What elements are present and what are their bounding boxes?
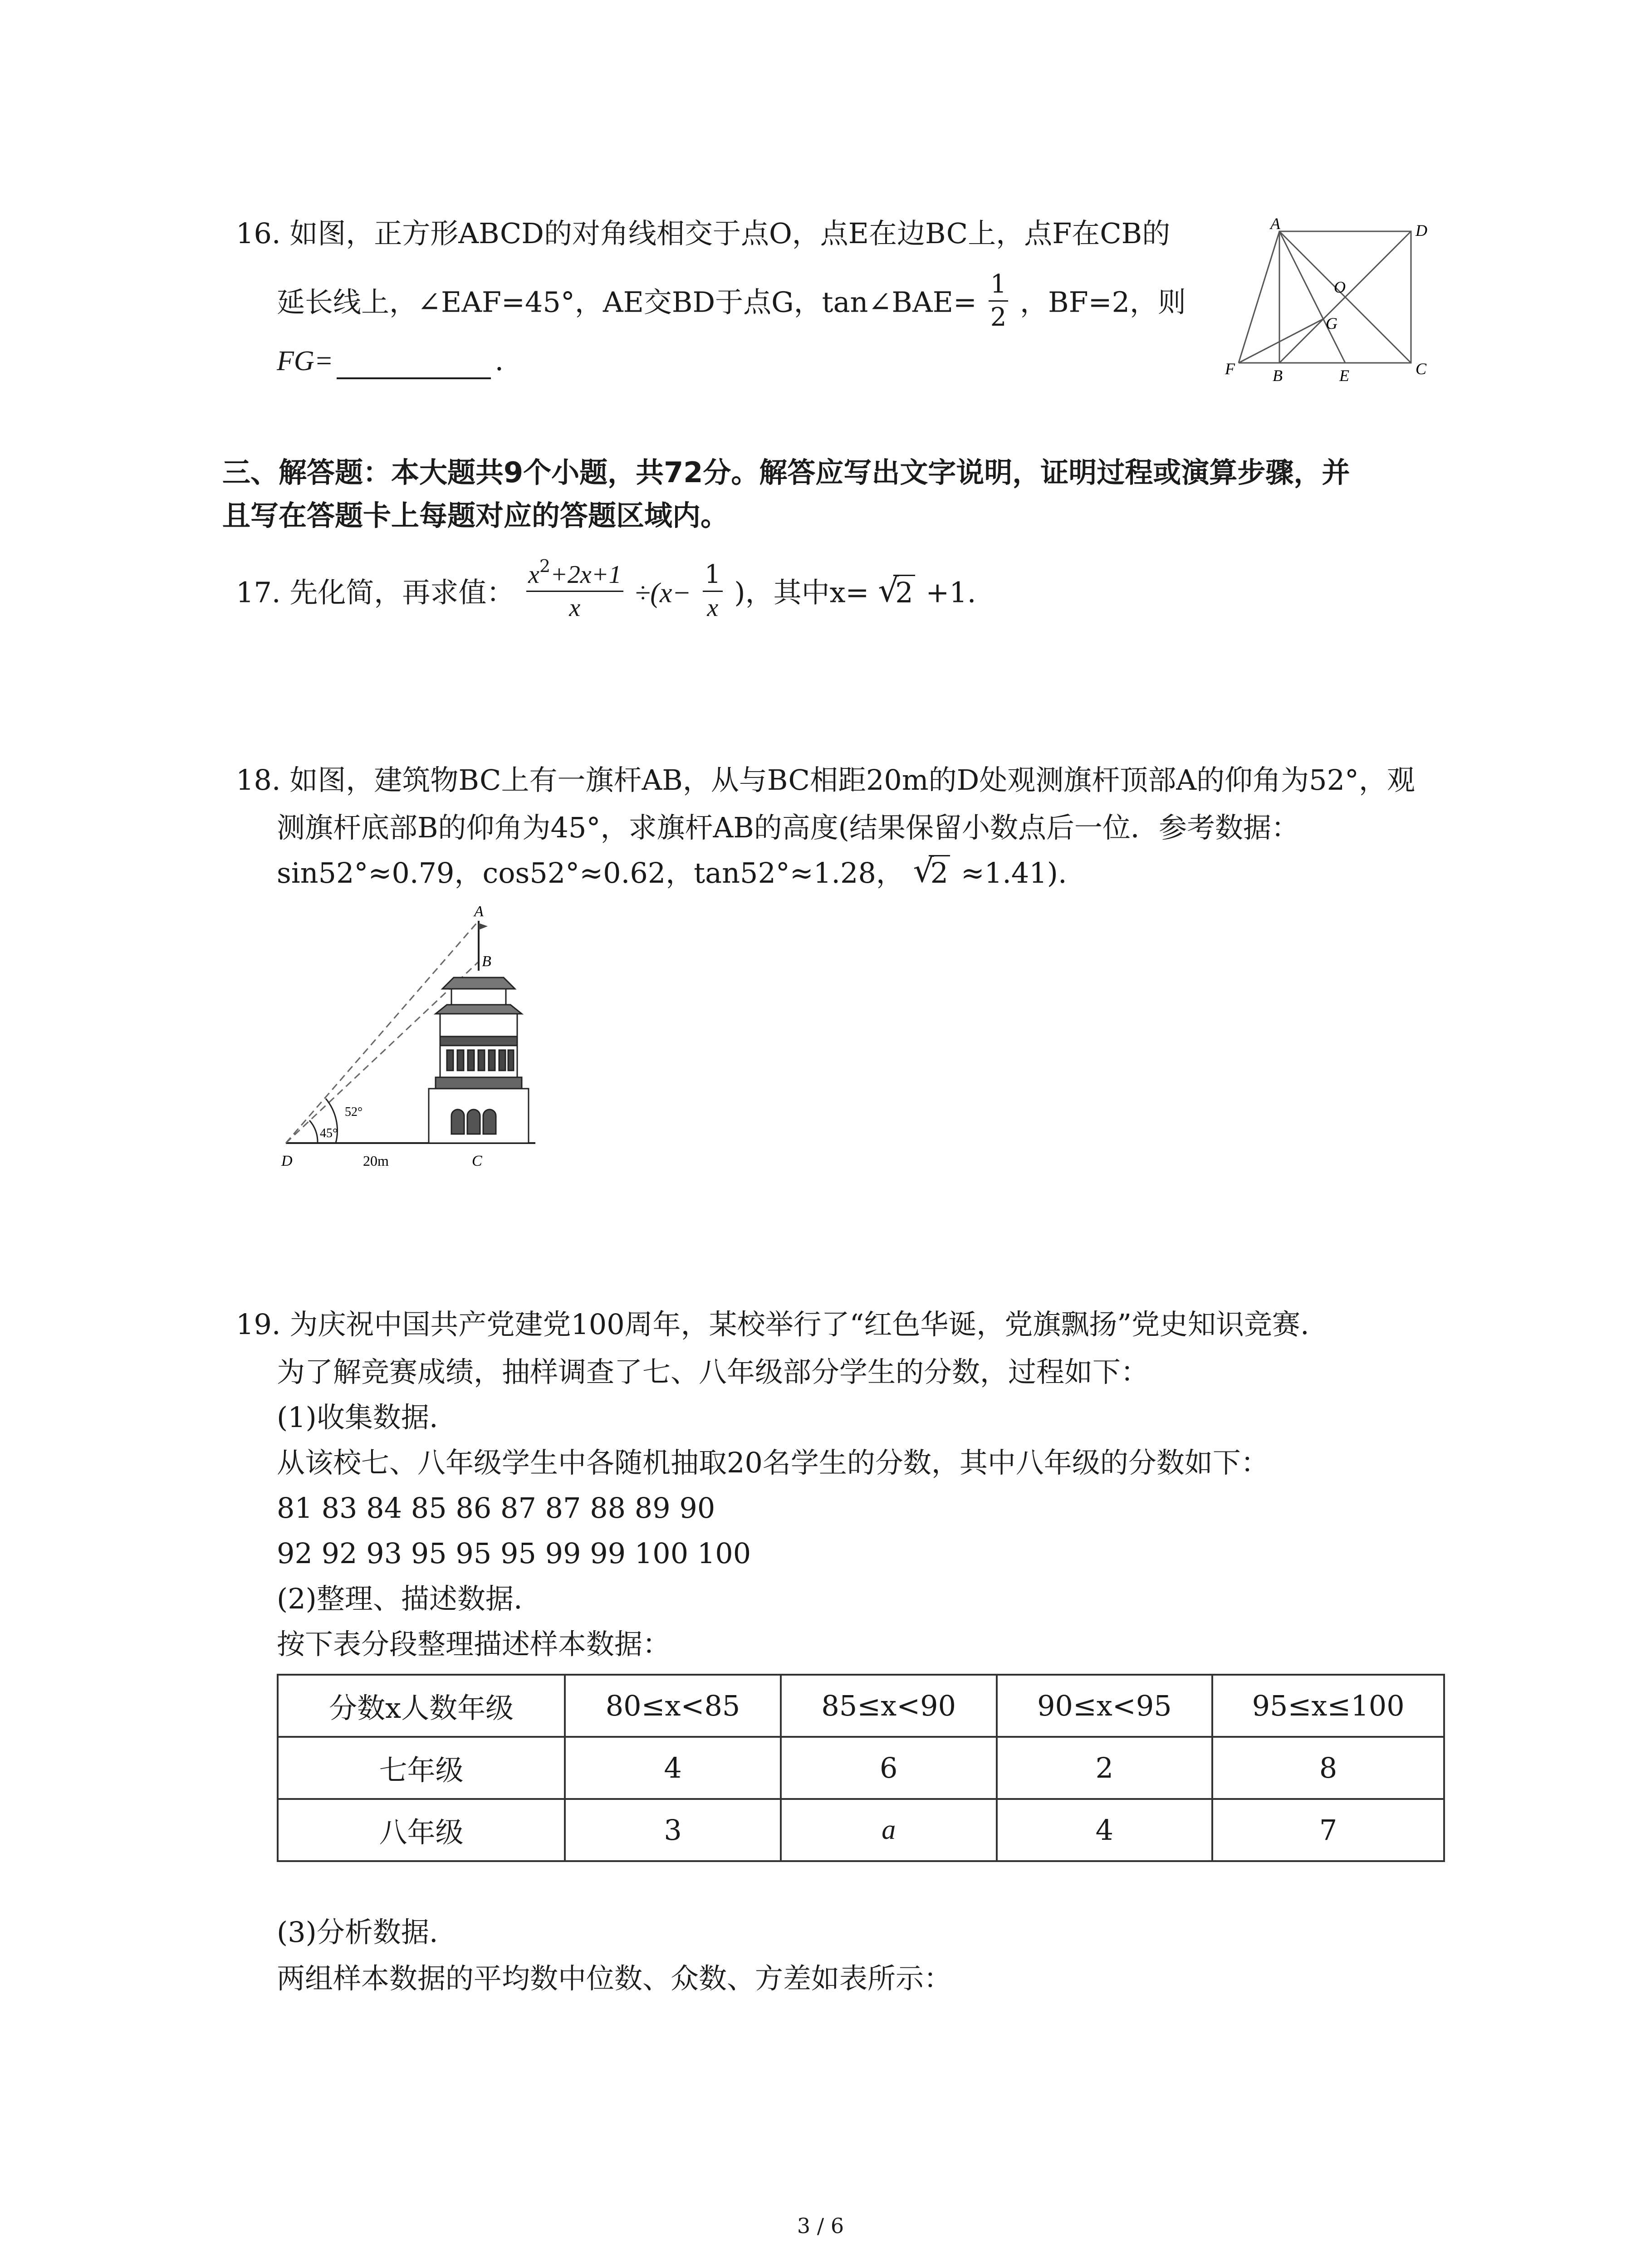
q19-line-7: 按下表分段整理描述样本数据：	[277, 1628, 671, 1661]
segment-fg	[1239, 319, 1323, 363]
flag-icon	[479, 923, 488, 930]
fig16-label-g: G	[1326, 314, 1337, 332]
q19-line-0	[236, 1306, 1309, 1343]
table-row	[278, 1737, 1444, 1799]
table-cell: 4	[565, 1737, 781, 1799]
fig16-label-c: C	[1416, 360, 1427, 378]
table-header-cell: 分数x人数年级	[278, 1675, 565, 1737]
q19-after-line-0: (3)分析数据.	[277, 1916, 438, 1949]
table-header-cell: 80≤x<85	[565, 1675, 781, 1737]
q17-number: 17.	[236, 576, 281, 609]
fig18-label-b: B	[482, 953, 491, 970]
q18-sqrt-value: 2	[929, 855, 950, 890]
q17-frac2-denominator: x	[707, 594, 719, 622]
q17-line	[236, 556, 976, 627]
fig16-label-e: E	[1339, 367, 1349, 385]
q16-square-figure	[1220, 218, 1456, 390]
q18-sqrt	[913, 855, 950, 891]
q19-number: 19.	[236, 1308, 281, 1341]
q17-frac1-num-x: x	[528, 561, 539, 589]
fig18-angle-45: 45°	[320, 1126, 338, 1140]
q17-frac1-num-sup: 2	[539, 556, 551, 577]
q16-text-line3: FG=	[277, 346, 333, 376]
q18-text-line1: 如图，建筑物BC上有一旗杆AB，从与BC相距20m的D处观测旗杆顶部A的仰角为52°，观	[289, 763, 1416, 797]
table-row	[278, 1799, 1444, 1861]
table-header-cell: 95≤x≤100	[1212, 1675, 1444, 1737]
q19-line-4: 81 83 84 85 86 87 87 88 89 90	[277, 1491, 715, 1525]
table-cell: 八年级	[278, 1799, 565, 1861]
section3-heading-line1: 三、解答题：本大题共9个小题，共72分。解答应写出文字说明，证明过程或演算步骤，并	[222, 456, 1350, 489]
q19-line-2: (1)收集数据.	[277, 1401, 438, 1434]
q19-after-line-1: 两组样本数据的平均数中位数、众数、方差如表所示：	[277, 1962, 952, 1995]
q16-line3	[277, 342, 504, 379]
table-cell: 3	[565, 1799, 781, 1861]
q16-line2	[277, 269, 1186, 337]
q16-answer-blank	[337, 351, 491, 379]
table-header-row	[278, 1675, 1444, 1737]
q16-line3-end: .	[495, 344, 504, 377]
table-cell: 7	[1212, 1799, 1444, 1861]
q17-frac1-denominator: x	[569, 594, 581, 622]
q19-line-5: 92 92 93 95 95 95 99 99 100 100	[277, 1537, 751, 1570]
fig16-label-f: F	[1225, 360, 1235, 378]
angle-arc-45	[309, 1120, 318, 1143]
q17-fraction1	[526, 556, 623, 624]
tower-building	[429, 978, 529, 1143]
q18-text-line3b: ≈1.41).	[960, 856, 1067, 890]
q19-line-6: (2)整理、描述数据.	[277, 1582, 523, 1615]
table-cell: 2	[997, 1737, 1213, 1799]
table-cell: 6	[781, 1737, 997, 1799]
q17-frac1-num-rest: +2x+1	[550, 561, 622, 589]
q18-line2: 测旗杆底部B的仰角为45°，求旗杆AB的高度(结果保留小数点后一位．参考数据：	[277, 811, 1299, 844]
q19-score-table	[277, 1674, 1445, 1862]
q18-tower-figure	[272, 898, 572, 1179]
q18-text-line3a: sin52°≈0.79，cos52°≈0.62，tan52°≈1.28，	[277, 856, 904, 890]
table-header-cell: 85≤x<90	[781, 1675, 997, 1737]
q17-fraction2	[703, 559, 723, 624]
q17-sqrt-value: 2	[893, 575, 915, 609]
fig16-label-o: O	[1334, 278, 1346, 296]
q16-frac-numerator: 1	[989, 269, 1009, 302]
q16-text-line2b: ，BF=2，则	[1020, 285, 1186, 319]
fig18-label-c: C	[472, 1153, 482, 1169]
fig18-angle-52: 52°	[345, 1105, 363, 1119]
table-header-cell: 90≤x<95	[997, 1675, 1213, 1737]
q19-line-1: 为了解竞赛成绩，抽样调查了七、八年级部分学生的分数，过程如下：	[277, 1355, 1149, 1388]
fig18-label-d: D	[281, 1153, 293, 1169]
q17-sqrt	[878, 570, 915, 616]
q17-tail1: )，其中x=	[734, 576, 869, 609]
q19-line-3: 从该校七、八年级学生中各随机抽取20名学生的分数，其中八年级的分数如下：	[277, 1446, 1269, 1479]
fig18-label-a: A	[474, 903, 484, 920]
q18-number: 18.	[236, 763, 281, 797]
q17-frac1-numerator	[526, 556, 623, 592]
fig16-label-a: A	[1270, 218, 1280, 233]
fig18-distance-label: 20m	[363, 1153, 389, 1169]
segment-ae	[1279, 231, 1345, 363]
q19-text-0: 为庆祝中国共产党建党100周年，某校举行了“红色华诞，党旗飘扬”党史知识竞赛.	[289, 1308, 1309, 1341]
q16-frac-denominator: 2	[990, 303, 1007, 332]
q17-text: 先化简，再求值：	[289, 576, 515, 609]
table-cell: 4	[997, 1799, 1213, 1861]
q16-line1	[236, 215, 1170, 252]
table-cell: a	[781, 1799, 997, 1861]
q18-line1	[236, 762, 1415, 798]
q18-line3	[277, 855, 1067, 891]
q17-operator: ÷(x−	[635, 577, 691, 609]
fig16-label-b: B	[1273, 367, 1283, 385]
page-number: 3 / 6	[797, 2214, 844, 2238]
section3-heading-line2: 且写在答题卡上每题对应的答题区域内。	[222, 499, 729, 532]
fig16-label-d: D	[1416, 221, 1427, 240]
q17-tail2: +1.	[926, 576, 976, 609]
segment-af	[1239, 231, 1279, 363]
q17-frac2-numerator: 1	[703, 559, 723, 592]
q16-text-line2a: 延长线上，∠EAF=45°，AE交BD于点G，tan∠BAE=	[277, 285, 977, 319]
q16-text-line1: 如图，正方形ABCD的对角线相交于点O，点E在边BC上，点F在CB的	[289, 217, 1171, 250]
q16-number: 16.	[236, 217, 281, 250]
q16-fraction	[989, 269, 1009, 333]
table-cell: 七年级	[278, 1737, 565, 1799]
table-cell: 8	[1212, 1737, 1444, 1799]
